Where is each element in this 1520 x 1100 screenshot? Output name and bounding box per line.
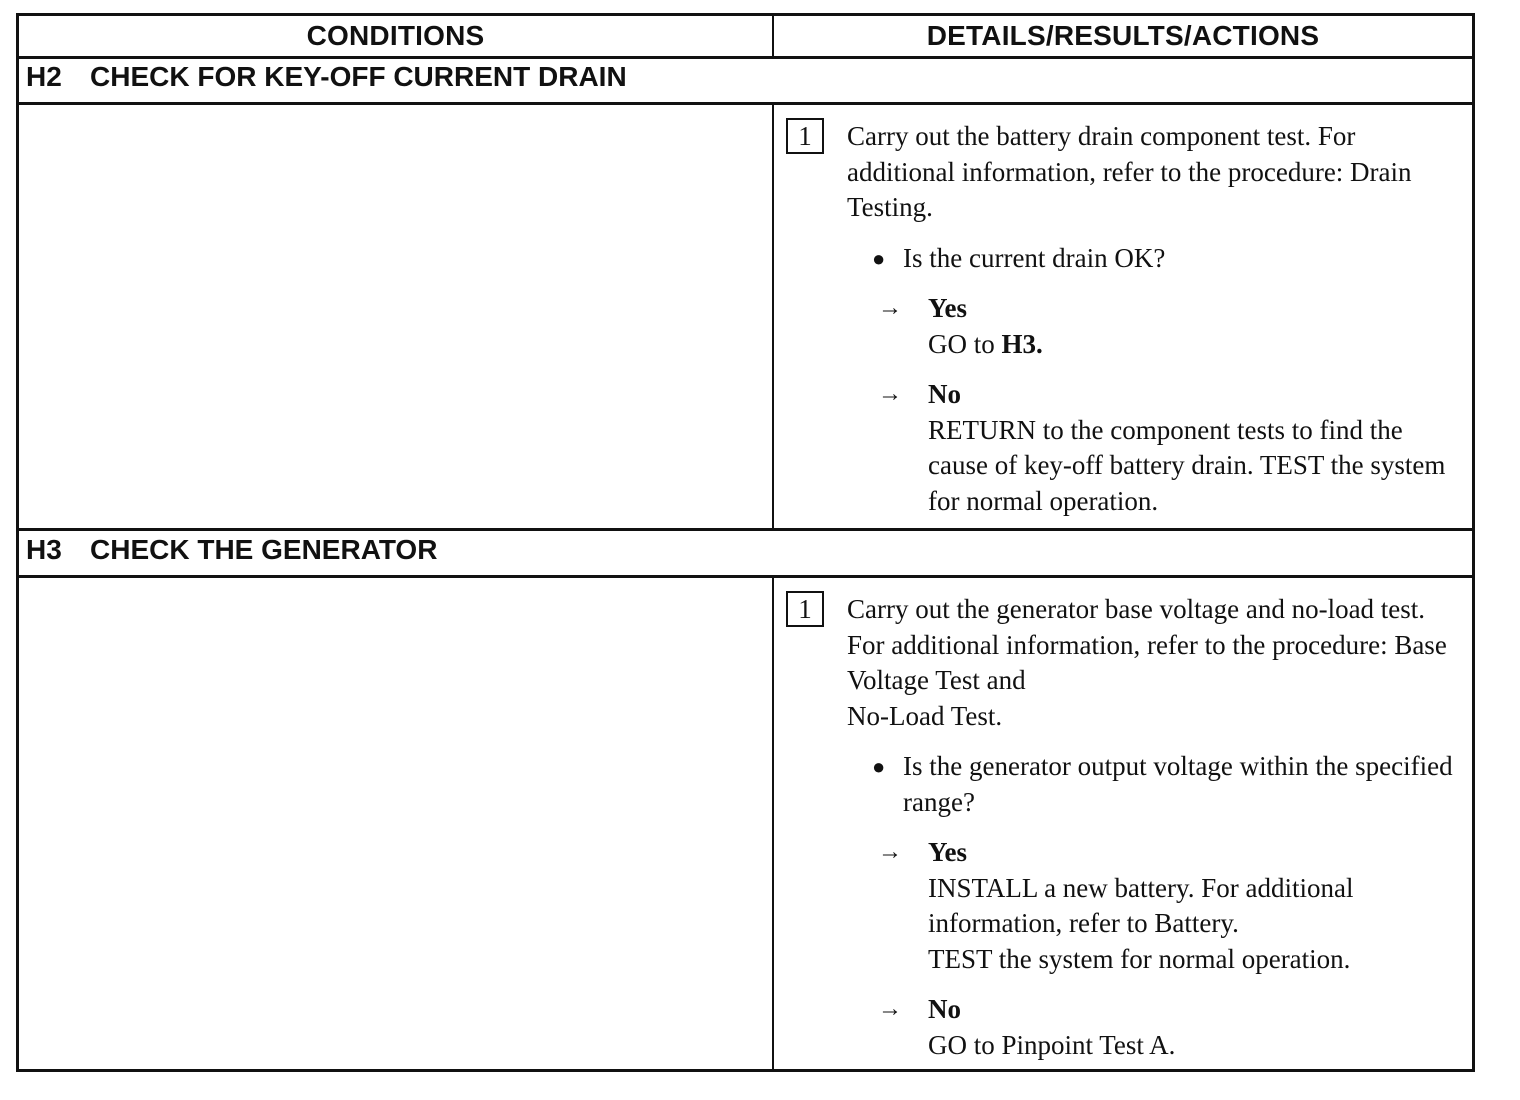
- section-title: CHECK THE GENERATOR: [90, 534, 438, 565]
- step-h2-1: [786, 118, 1466, 519]
- step-instruction: [847, 591, 1466, 734]
- conditions-column-header: CONDITIONS: [306, 20, 485, 51]
- arrow-right-icon: →: [878, 839, 902, 865]
- section-h3-divider: [16, 575, 1475, 578]
- step-instruction-cont: No-Load Test.: [847, 700, 1003, 731]
- answer-yes-action: GO to: [928, 328, 995, 359]
- bullet-icon: ●: [872, 754, 886, 779]
- details-column-header: DETAILS/RESULTS/ACTIONS: [926, 20, 1320, 51]
- section-id: H2: [26, 61, 62, 92]
- question-text: Is the generator output voltage within the specified range?: [903, 751, 1453, 817]
- answer-label-no: No: [928, 379, 961, 409]
- answer-no-text: RETURN to the component tests to find the cause of key-off battery drain. TEST the system for normal operation.: [928, 414, 1446, 516]
- arrow-right-icon: →: [878, 381, 902, 407]
- section-h2-divider: [16, 102, 1475, 105]
- answer-yes: [878, 291, 1466, 362]
- h3-column-divider: [772, 575, 774, 1072]
- section-heading-h2: [26, 57, 627, 97]
- step-number-box: 1: [786, 591, 824, 627]
- step-h3-1: [786, 591, 1466, 1063]
- answer-no: [878, 992, 1466, 1063]
- bullet-icon: ●: [872, 245, 886, 271]
- question-text: Is the current drain OK?: [903, 242, 1166, 273]
- answer-yes-ref: H3.: [1001, 328, 1043, 359]
- arrow-right-icon: →: [878, 996, 902, 1022]
- step-instruction-line: Carry out the generator base voltage and no-load test. For additional information, refer to the procedure: Base Voltage Test and: [847, 594, 1447, 695]
- answer-yes-text: [928, 327, 1466, 363]
- step-question: [872, 241, 1466, 277]
- step-question: [872, 749, 1466, 820]
- h2-column-divider: [772, 102, 774, 530]
- answer-label-yes: Yes: [928, 293, 967, 323]
- answer-no-text: GO to Pinpoint Test A.: [928, 1029, 1176, 1060]
- answer-yes-text: INSTALL a new battery. For additional information, refer to Battery.: [928, 872, 1354, 938]
- step-instruction: Carry out the battery drain component test. For additional information, refer to the procedure: Drain Testing.: [847, 121, 1412, 222]
- arrow-right-icon: →: [878, 295, 902, 321]
- answer-label-no: No: [928, 994, 961, 1024]
- section-heading-h3: [26, 530, 437, 570]
- answer-label-yes: Yes: [928, 837, 967, 867]
- answer-yes: [878, 835, 1466, 977]
- answer-yes-text-2: TEST the system for normal operation.: [928, 943, 1351, 974]
- step-number-box: 1: [786, 118, 824, 154]
- answer-no: [878, 377, 1466, 519]
- section-title: CHECK FOR KEY-OFF CURRENT DRAIN: [90, 61, 627, 92]
- section-id: H3: [26, 534, 62, 565]
